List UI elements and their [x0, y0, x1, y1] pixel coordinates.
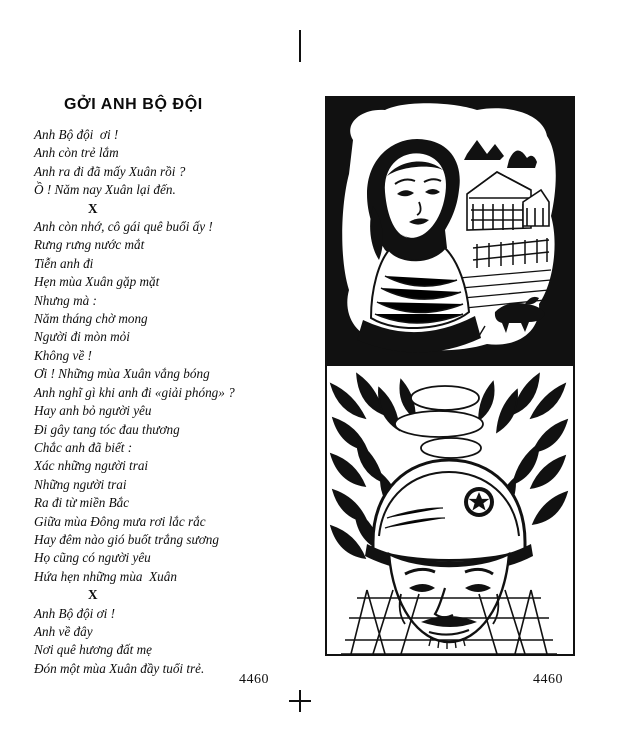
poem-line: Rưng rưng nước mắt	[34, 237, 145, 253]
poem-line-separator: X	[88, 200, 99, 216]
page-number-right: 4460	[533, 672, 563, 687]
woodcut-illustration	[327, 98, 573, 654]
poem-line: Giữa mùa Đông mưa rơi lắc rắc	[34, 513, 206, 529]
page-number-left: 4460	[239, 672, 269, 687]
poem-line: Hay đêm nào gió buốt trắng sương	[34, 531, 219, 547]
poem-line: Ơi ! Những mùa Xuân vắng bóng	[34, 366, 210, 382]
poem-line: Họ cũng có người yêu	[34, 550, 151, 566]
poem-line: Đón một mùa Xuân đầy tuổi trẻ.	[34, 660, 205, 676]
poem-line: Ồ ! Năm nay Xuân lại đến.	[34, 182, 176, 198]
poem-line-separator: X	[88, 587, 99, 603]
poem-line: Tiễn anh đi	[34, 255, 94, 271]
poem-line: Anh Bộ đội ơi !	[34, 605, 116, 621]
poem-body	[34, 126, 302, 678]
illustration-panel	[325, 96, 575, 656]
poem-line: Không về !	[34, 347, 92, 363]
poem-line: Chắc anh đã biết :	[34, 439, 133, 455]
page-title: GỞI ANH BỘ ĐỘI	[64, 96, 203, 113]
poem-line: Anh còn trẻ lắm	[34, 145, 119, 161]
poem-line: Xác những người trai	[34, 458, 149, 474]
bottom-scene	[327, 366, 573, 654]
poem-line: Năm tháng chờ mong	[34, 311, 148, 327]
crop-mark-bottom	[289, 690, 311, 712]
poem-line: Nhưng mà :	[34, 292, 97, 308]
poem-line: Hứa hẹn những mùa Xuân	[34, 568, 177, 584]
poem-line: Anh Bộ đội ơi !	[34, 127, 119, 142]
poem-line: Người đi mòn mỏi	[34, 329, 130, 345]
crop-mark-top	[289, 30, 311, 52]
poem-line: Anh về đây	[34, 623, 93, 639]
top-scene	[327, 98, 573, 366]
poem-line: Anh nghĩ gì khi anh đi «giải phóng» ?	[34, 384, 235, 400]
poem-line: Ra đi từ miền Bắc	[34, 495, 130, 511]
poem-line: Anh ra đi đã mấy Xuân rồi ?	[34, 163, 186, 179]
poem-column	[34, 96, 302, 678]
poem-line: Nơi quê hương đất mẹ	[34, 642, 152, 658]
poem-line: Đi gây tang tóc đau thương	[34, 421, 180, 437]
poem-line: Những người trai	[34, 476, 127, 492]
poem-line: Hay anh bỏ người yêu	[34, 403, 152, 419]
poem-line: Anh còn nhớ, cô gái quê buổi ấy !	[34, 219, 213, 235]
poem-line: Hẹn mùa Xuân gặp mặt	[34, 274, 160, 290]
